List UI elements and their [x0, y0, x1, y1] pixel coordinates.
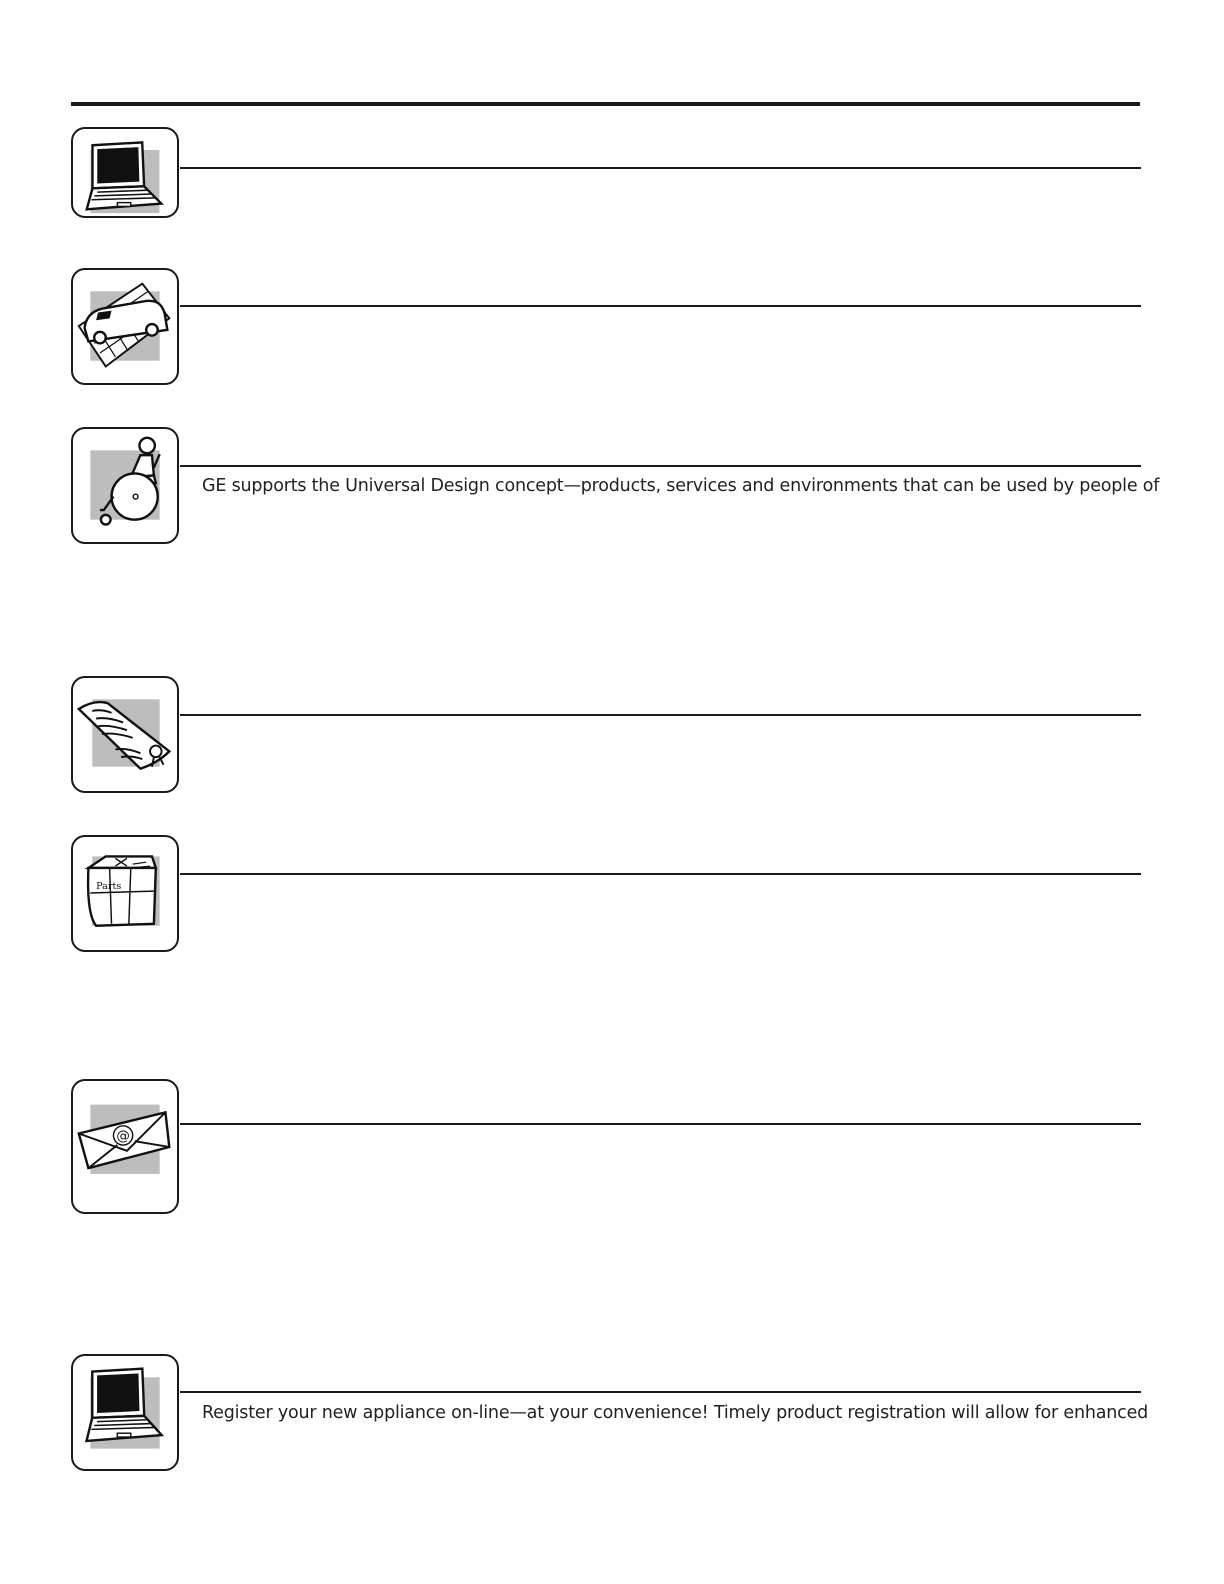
section-rule-online — [180, 167, 1141, 169]
service-van-icon — [71, 268, 179, 385]
certificate-icon — [71, 676, 179, 793]
envelope-icon — [71, 1079, 179, 1214]
section-rule-universal-design — [180, 465, 1141, 467]
page-top-rule — [71, 102, 1140, 106]
section-rule-contact — [180, 1123, 1141, 1125]
section-rule-register — [180, 1391, 1141, 1393]
section-rule-service — [180, 305, 1141, 307]
envelope-at-symbol: @ — [116, 1128, 130, 1145]
wheelchair-icon — [71, 427, 179, 544]
laptop-icon — [71, 127, 179, 218]
section-text-universal-design: GE supports the Universal Design concept—products, services and environments that can be used by people of — [202, 476, 1160, 496]
section-rule-parts — [180, 873, 1141, 875]
section-rule-warranty — [180, 714, 1141, 716]
section-text-register: Register your new appliance on-line—at your convenience! Timely product registration will allow for enhanced — [202, 1403, 1149, 1423]
parts-box-icon — [71, 835, 179, 952]
laptop-icon — [71, 1354, 179, 1471]
parts-box-label: Parts — [96, 881, 122, 893]
